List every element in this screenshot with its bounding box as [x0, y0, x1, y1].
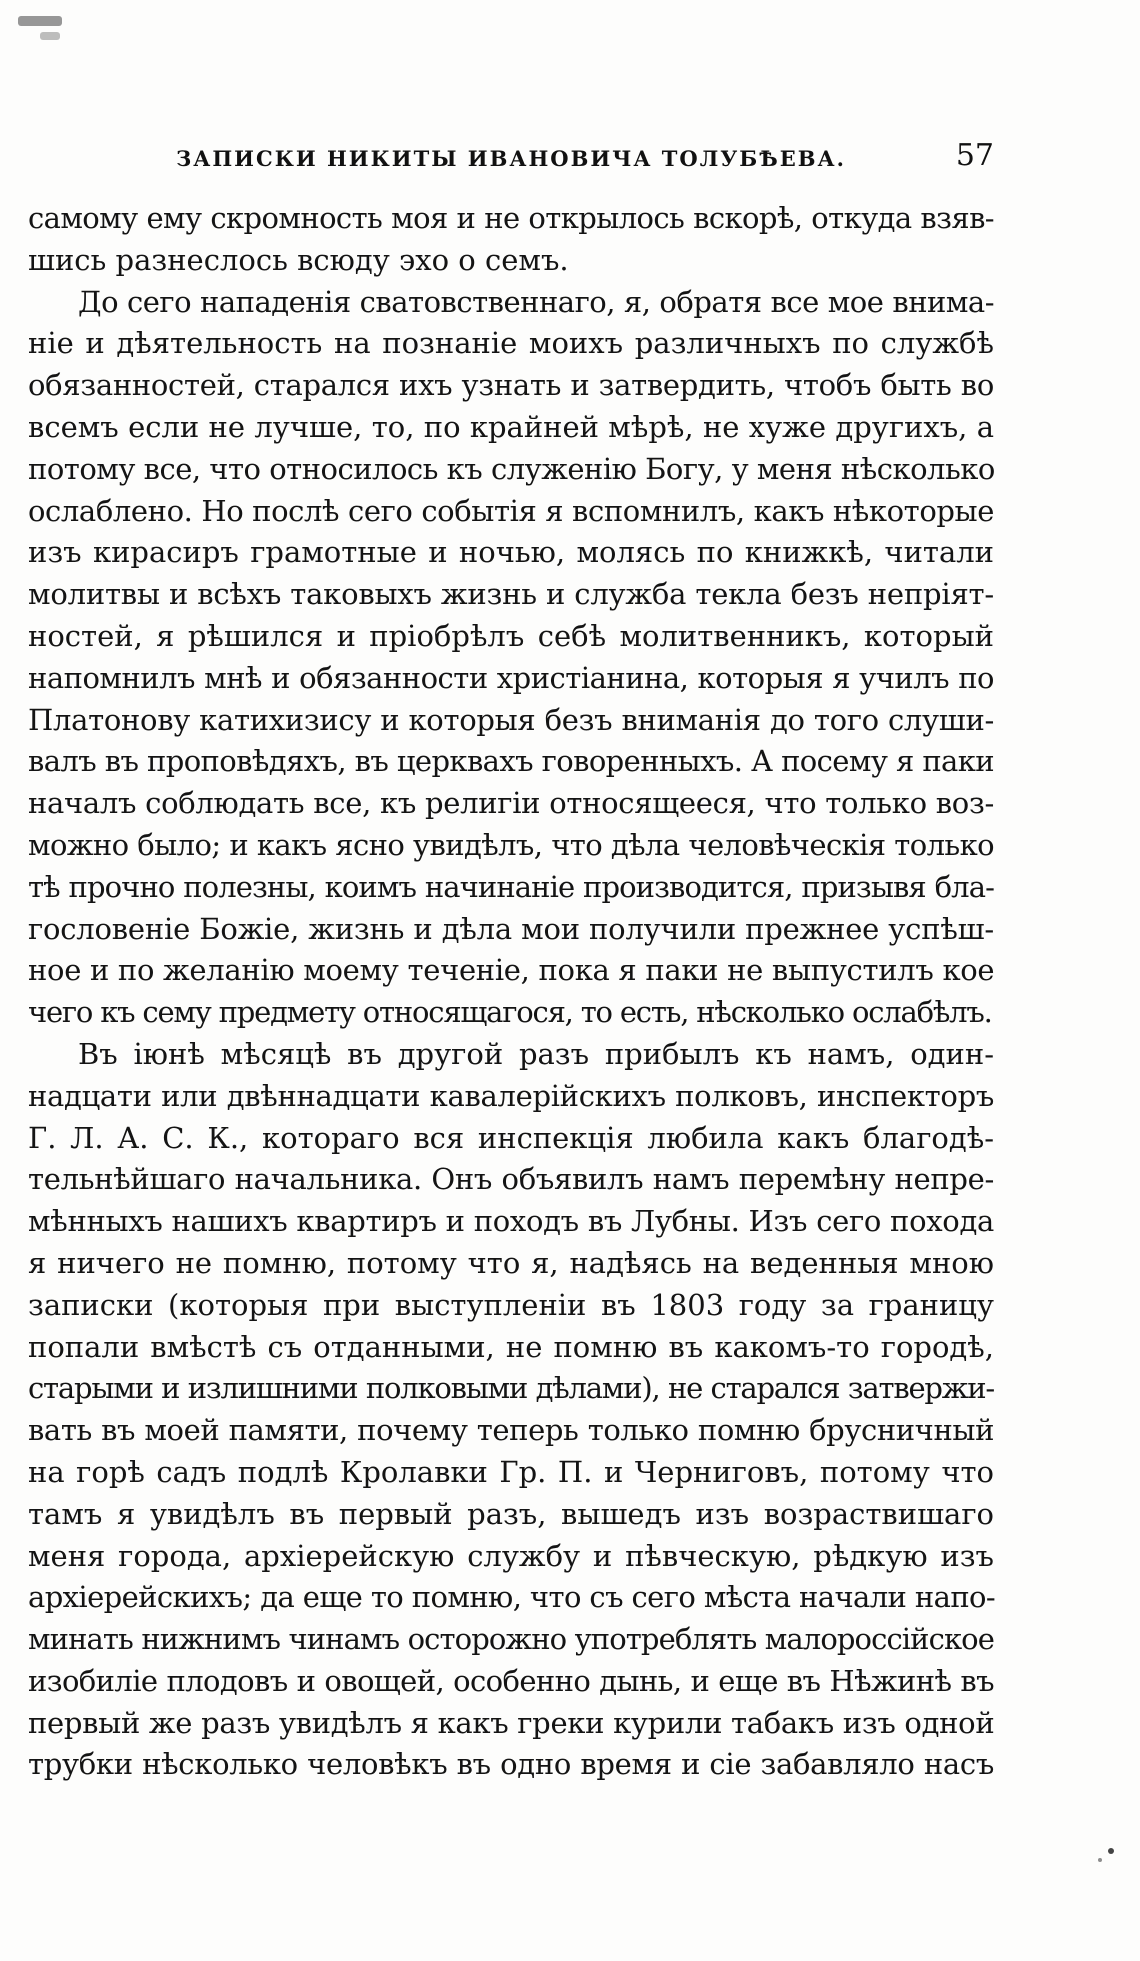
text-line: на горѣ садъ подлѣ Кролавки Гр. П. и Черниговъ, потому что: [28, 1454, 994, 1489]
text-line: началъ соблюдать все, къ религіи относящееся, что только воз-: [28, 786, 994, 821]
body-text: [28, 198, 994, 1786]
text-line: потому все, что относилось къ служенію Богу, у меня нѣсколько: [28, 451, 995, 486]
text-line: архіерейскихъ; да еще то помню, что съ сего мѣста начали напо-: [28, 1580, 996, 1615]
text-line: надцати или двѣннадцати кавалерійскихъ полковъ, инспекторъ: [28, 1078, 994, 1113]
text-line: ніе и дѣятельность на познаніе моихъ различныхъ по службѣ: [28, 326, 994, 361]
text-line: обязанностей, старался ихъ узнать и затвердить, чтобъ быть во: [28, 368, 994, 403]
text-line: изобиліе плодовъ и овощей, особенно дынь, и еще въ Нѣжинѣ въ: [28, 1663, 994, 1698]
text-line: меня города, архіерейскую службу и пѣвческую, рѣдкую изъ: [28, 1538, 994, 1573]
text-line: первый же разъ увидѣлъ я какъ греки курили табакъ изъ одной: [28, 1705, 995, 1740]
text-line: минать нижнимъ чинамъ осторожно употреблять малороссійское: [28, 1622, 994, 1657]
text-line: Въ іюнѣ мѣсяцѣ въ другой разъ прибылъ къ намъ, один-: [78, 1036, 994, 1071]
text-line: мѣнныхъ нашихъ квартиръ и походъ въ Лубны. Изъ сего похода: [28, 1204, 994, 1239]
text-line: До сего нападенія сватовственнаго, я, обратя все мое внима-: [78, 284, 994, 319]
text-line: тѣ прочно полезны, коимъ начинаніе производится, призывя бла-: [28, 869, 994, 904]
running-head: [28, 138, 994, 178]
text-line: ослаблено. Но послѣ сего событія я вспомнилъ, какъ нѣкоторые: [28, 493, 994, 528]
text-line: попали вмѣстѣ съ отданными, не помню въ какомъ-то городѣ,: [28, 1329, 994, 1364]
corner-ink-mark: [18, 16, 62, 26]
text-line: трубки нѣсколько человѣкъ въ одно время и сіе забавляло насъ: [28, 1747, 994, 1782]
text-line: можно было; и какъ ясно увидѣлъ, что дѣла человѣческія только: [28, 827, 994, 862]
text-line: записки (которыя при выступленіи въ 1803 году за границу: [28, 1287, 994, 1322]
text-line: самому ему скромность моя и не открылось вскорѣ, откуда взяв-: [28, 201, 994, 235]
text-line: валъ въ проповѣдяхъ, въ церквахъ говоренныхъ. А посему я паки: [28, 744, 994, 779]
text-line: Платонову катихизису и которыя безъ вниманія до того слуши-: [28, 702, 994, 737]
text-line: гословеніе Божіе, жизнь и дѣла мои получили прежнее успѣш-: [28, 911, 994, 946]
text-line: чего къ сему предмету относящагося, то есть, нѣсколько ослабѣлъ.: [28, 995, 992, 1030]
text-line: вать въ моей памяти, почему теперь только помню брусничный: [28, 1413, 994, 1448]
page-number: 57: [955, 138, 994, 173]
margin-speck: [1098, 1858, 1102, 1862]
text-line: изъ кирасиръ грамотные и ночью, молясь по книжкѣ, читали: [28, 535, 994, 570]
text-line: я ничего не помню, потому что я, надѣясь на веденныя мною: [28, 1245, 994, 1280]
text-line: тамъ я увидѣлъ въ первый разъ, вышедъ изъ возраствишаго: [28, 1496, 994, 1531]
margin-speck: [1108, 1848, 1114, 1854]
corner-ink-mark: [40, 32, 60, 40]
text-line: старыми и излишними полковыми дѣлами), не старался затвержи-: [28, 1371, 994, 1406]
running-title: ЗАПИСКИ НИКИТЫ ИВАНОВИЧА ТОЛУБѢЕВА.: [176, 146, 846, 171]
text-line: молитвы и всѣхъ таковыхъ жизнь и служба текла безъ непріят-: [28, 577, 994, 612]
text-line: напомнилъ мнѣ и обязанности христіанина, которыя я училъ по: [28, 660, 994, 695]
text-line: шись разнеслось всюду эхо о семъ.: [28, 242, 569, 277]
text-line: тельнѣйшаго начальника. Онъ объявилъ намъ перемѣну непре-: [28, 1162, 994, 1197]
text-line: Г. Л. А. С. К., котораго вся инспекція любила какъ благодѣ-: [28, 1120, 994, 1155]
text-line: ностей, я рѣшился и пріобрѣлъ себѣ молитвенникъ, который: [28, 618, 994, 653]
text-line: ное и по желанію моему теченіе, пока я паки не выпустилъ кое: [28, 953, 995, 988]
text-line: всемъ если не лучше, то, по крайней мѣрѣ, не хуже другихъ, а: [28, 409, 994, 444]
